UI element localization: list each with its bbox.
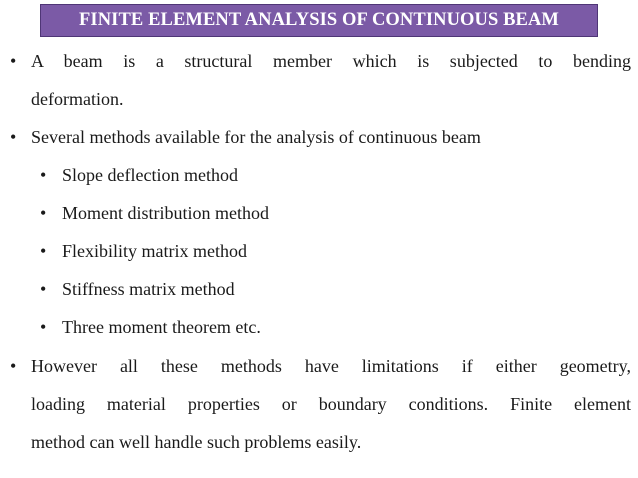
sub-bullet-icon: • (40, 165, 47, 185)
method-item: Stiffness matrix method (62, 279, 235, 299)
method-item: Moment distribution method (62, 203, 269, 223)
bullet-3-line-1: However all these methods have limitations if either geometry, (31, 356, 631, 376)
sub-bullet-icon: • (40, 317, 47, 337)
bullet-icon: • (10, 51, 17, 71)
bullet-2-line-1: Several methods available for the analysis of continuous beam (31, 127, 481, 147)
bullet-icon: • (10, 356, 17, 376)
bullet-1-line-1: A beam is a structural member which is subjected to bending (31, 51, 631, 71)
sub-bullet-icon: • (40, 203, 47, 223)
method-item: Three moment theorem etc. (62, 317, 261, 337)
sub-bullet-icon: • (40, 241, 47, 261)
bullet-3-line-2: loading material properties or boundary conditions. Finite element (31, 394, 631, 414)
method-item: Flexibility matrix method (62, 241, 247, 261)
method-item: Slope deflection method (62, 165, 238, 185)
slide-title: FINITE ELEMENT ANALYSIS OF CONTINUOUS BEAM (79, 10, 559, 30)
bullet-3-line-3: method can well handle such problems easily. (31, 432, 362, 452)
bullet-icon: • (10, 127, 17, 147)
sub-bullet-icon: • (40, 279, 47, 299)
slide-title-bar (40, 4, 598, 37)
bullet-1-line-2: deformation. (31, 89, 124, 109)
